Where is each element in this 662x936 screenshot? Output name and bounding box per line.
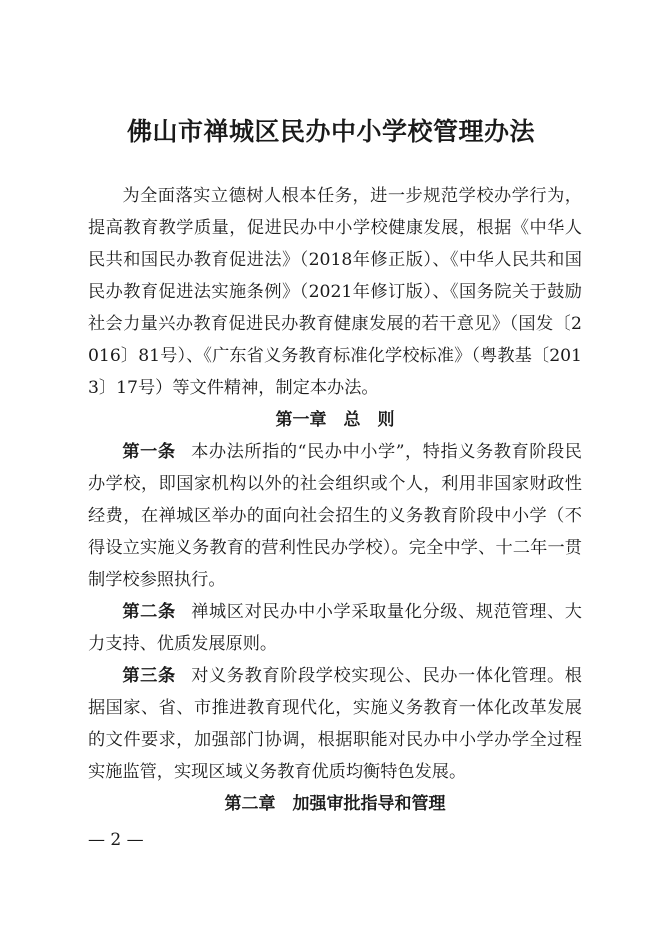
article-1-text: 本办法所指的“民办中小学”，特指义务教育阶段民办学校，即国家机构以外的社会组织或个人，利用非国家财政性经费，在禅城区举办的面向社会招生的义务教育阶段中小学（不得设立实施义务教育的营利性民办学校）。完全中学、十二年一贯制学校参照执行。 (88, 442, 582, 590)
article-2 (88, 596, 582, 660)
chapter-2-heading: 第二章 加强审批指导和管理 (224, 794, 446, 814)
article-1 (88, 436, 582, 596)
preamble-paragraph: 为全面落实立德树人根本任务，进一步规范学校办学行为，提高教育教学质量，促进民办中小学校健康发展，根据《中华人民共和国民办教育促进法》（2018年修正版）、《中华人民共和国民办教育促进法实施条例》（2021年修订版）、《国务院关于鼓励社会力量兴办教育促进民办教育健康发展的若干意见》（国发〔2016〕81号）、《广东省义务教育标准化学校标准》（粤教基〔2013〕17号）等文件精神，制定本办法。 (88, 186, 582, 398)
article-2-label: 第二条 (122, 602, 176, 622)
chapter-1-heading: 第一章 总 则 (275, 410, 395, 430)
article-1-label: 第一条 (122, 442, 176, 462)
document-body (88, 180, 582, 820)
article-3 (88, 660, 582, 788)
article-3-label: 第三条 (122, 666, 176, 686)
article-3-text: 对义务教育阶段学校实现公、民办一体化管理。根据国家、省、市推进教育现代化，实施义务教育一体化改革发展的文件要求，加强部门协调，根据职能对民办中小学办学全过程实施监管，实现区域义务教育优质均衡特色发展。 (88, 666, 582, 782)
article-2-text: 禅城区对民办中小学采取量化分级、规范管理、大力支持、优质发展原则。 (88, 602, 582, 654)
document-title: 佛山市禅城区民办中小学校管理办法 (126, 117, 535, 146)
page-number: — 2 — (88, 830, 144, 850)
